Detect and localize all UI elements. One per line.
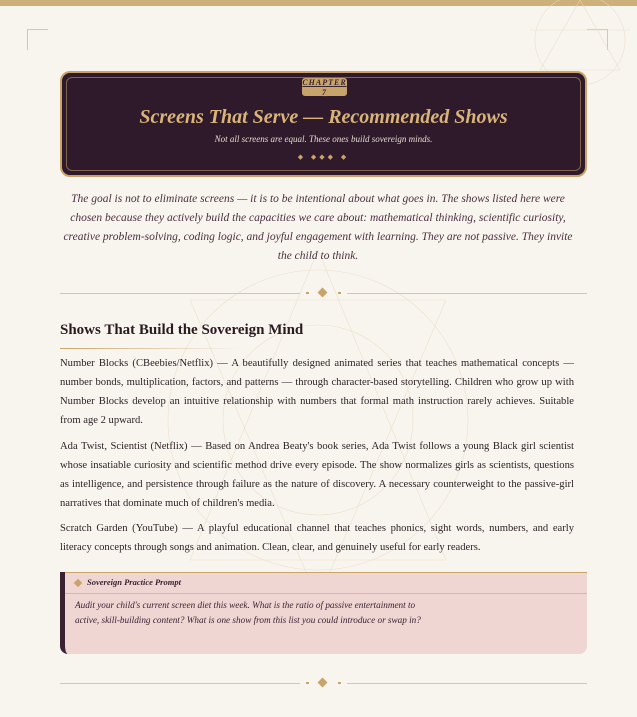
divider-line-right [347, 293, 587, 294]
corner-ornament-top-left [27, 29, 48, 50]
chapter-subtitle: Not all screens are equal. These ones build sovereign minds. [214, 134, 433, 144]
section-heading: Shows That Build the Sovereign Mind [60, 322, 304, 338]
divider-dot-left [306, 682, 309, 684]
divider-line-right [347, 683, 587, 684]
corner-ornament-top-right [587, 29, 608, 50]
divider-diamond-icon [318, 678, 328, 688]
prompt-top-rule [65, 572, 587, 573]
section-heading-underline [60, 348, 240, 349]
divider-line-left [60, 683, 300, 684]
practice-prompt-box [60, 572, 587, 654]
top-accent-bar [0, 0, 637, 6]
chapter-ornament: ◆ ◆◆◆ ◆ [297, 153, 350, 161]
chapter-header-card [60, 71, 587, 177]
chapter-title: Screens That Serve — Recommended Shows [139, 106, 508, 128]
divider-line-left [60, 293, 300, 294]
divider-dot-right [338, 682, 341, 684]
paragraph-number-blocks: Number Blocks (CBeebies/Netflix) — A beautifully designed animated series that teaches mathematical concepts — number bonds, multiplication, factors, and patterns — through character-based storytelling. Children who grow up with Number Blocks develop an intuitive relationship with numbers that formal math instruction rarely achieves. Suitable from age 2 upward. [60, 358, 574, 426]
chapter-badge: CHAPTER 7 [302, 78, 347, 97]
prompt-title: Sovereign Practice Prompt [87, 577, 181, 587]
paragraph-ada-twist: Ada Twist, Scientist (Netflix) — Based on Andrea Beaty's book series, Ada Twist follows a young Black girl scientist whose insatiable curiosity and scientific method drive every episode. The show normalizes girls as scientists, questions as intelligence, and persistence through failure as the nature of discovery. A necessary counterweight to the passive-girl narratives that dominate much of children's media. [60, 441, 574, 509]
intro-paragraph: The goal is not to eliminate screens — it is to be intentional about what goes in. The shows listed here were chosen because they actively build the capacities we care about: mathematical thinking, scientific curiosity, creative problem-solving, coding logic, and joyful engagement with learning. They are not passive. They invite the child to think. [63, 193, 573, 262]
divider-dot-right [338, 292, 341, 294]
prompt-text: Audit your child's current screen diet this week. What is the ratio of passive entertainment to active, skill-building content? What is one show from this list you could introduce or swap in? [75, 600, 421, 625]
paragraph-scratch-garden: Scratch Garden (YouTube) — A playful educational channel that teaches phonics, sight words, numbers, and early literacy concepts through songs and animation. Clean, clear, and genuinely useful for early readers. [60, 523, 574, 553]
section-divider-bottom [60, 677, 587, 689]
divider-dot-left [306, 292, 309, 294]
divider-diamond-icon [318, 288, 328, 298]
section-divider-top [60, 287, 587, 299]
prompt-separator [65, 593, 587, 594]
prompt-diamond-icon [74, 579, 82, 587]
